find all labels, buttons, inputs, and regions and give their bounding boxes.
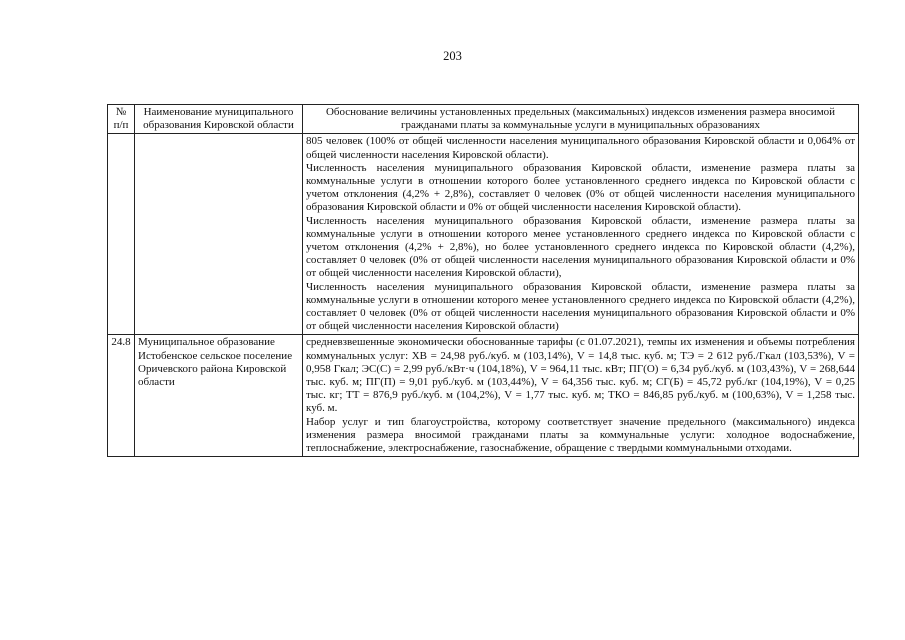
justification-paragraph: Численность населения муниципального образования Кировской области, изменение размера платы за коммунальные услуги в отношении которого менее установленного среднего индекса по Кировской области (4,2%), составляет 0 человек (0% от общей численности населения муниципального образования Кировской области и 0% от общей численности населения Кировской области) xyxy=(306,280,855,333)
header-municipality-name: Наименование муниципального образования Кировской области xyxy=(135,105,303,134)
justification-paragraph: средневзвешенные экономически обоснованные тарифы (с 01.07.2021), темпы их изменения и объемы потребления коммунальных услуг: ХВ = 24,98 руб./куб. м (103,14%), V = 14,8 тыс. куб. м; ТЭ = 2 612 руб./Гкал (103,53%), V = 0,958 Гкал; ЭС(С) = 2,99 руб./кВт·ч (104,18%), V = 964,11 тыс. кВт; ПГ(О) = 6,34 руб./куб. м (103,43%), V = 268,644 тыс. куб. м; ПГ(П) = 9,01 руб./куб. м (103,44%), V = 64,356 тыс. куб. м; СГ(Б) = 45,72 руб./кг (104,19%), V = 0,25 тыс. кг; ТТ = 876,9 руб./куб. м (104,2%), V = 1,77 тыс. куб. м; ТКО = 846,85 руб./куб. м (100,63%), V = 1,258 тыс. куб. м. xyxy=(306,336,855,415)
row-number xyxy=(108,134,135,335)
table-header-row xyxy=(108,105,859,134)
row-justification xyxy=(303,335,859,457)
page-number: 203 xyxy=(443,49,462,63)
row-municipality-name xyxy=(135,134,303,335)
header-justification: Обоснование величины установленных предельных (максимальных) индексов изменения размера вносимой гражданами платы за коммунальные услуги в муниципальных образованиях xyxy=(303,105,859,134)
justification-paragraph: Численность населения муниципального образования Кировской области, изменение размера платы за коммунальные услуги в отношении которого менее установленного среднего индекса по Кировской области с учетом отклонения (4,2% + 2,8%), но более установленного среднего индекса по Кировской области (4,2%), составляет 0 человек (0% от общей численности населения муниципального образования Кировской области и 0% от общей численности населения Кировской области), xyxy=(306,214,855,280)
tariff-index-table xyxy=(107,104,859,457)
justification-paragraph: Численность населения муниципального образования Кировской области, изменение размера платы за коммунальные услуги в отношении которого более установленного среднего индекса по Кировской области с учетом отклонения (4,2% + 2,8%), составляет 0 человек (0% от общей численности населения муниципального образования Кировской области и 0% от общей численности населения Кировской области). xyxy=(306,161,855,214)
justification-paragraph: Набор услуг и тип благоустройства, которому соответствует значение предельного (максимального) индекса изменения размера вносимой гражданами платы за коммунальные услуги: холодное водоснабжение, теплоснабжение, электроснабжение, газоснабжение, обращение с твердыми коммунальными отходами. xyxy=(306,415,855,455)
justification-paragraph: 805 человек (100% от общей численности населения муниципального образования Кировской области и 0,064% от общей численности населения Кировской области). xyxy=(306,135,855,161)
table-row xyxy=(108,134,859,335)
header-number: № п/п xyxy=(108,105,135,134)
row-municipality-name: Муниципальное образование Истобенское сельское поселение Оричевского района Кировской области xyxy=(135,335,303,457)
table-row xyxy=(108,335,859,457)
row-justification xyxy=(303,134,859,335)
row-number: 24.8 xyxy=(108,335,135,457)
